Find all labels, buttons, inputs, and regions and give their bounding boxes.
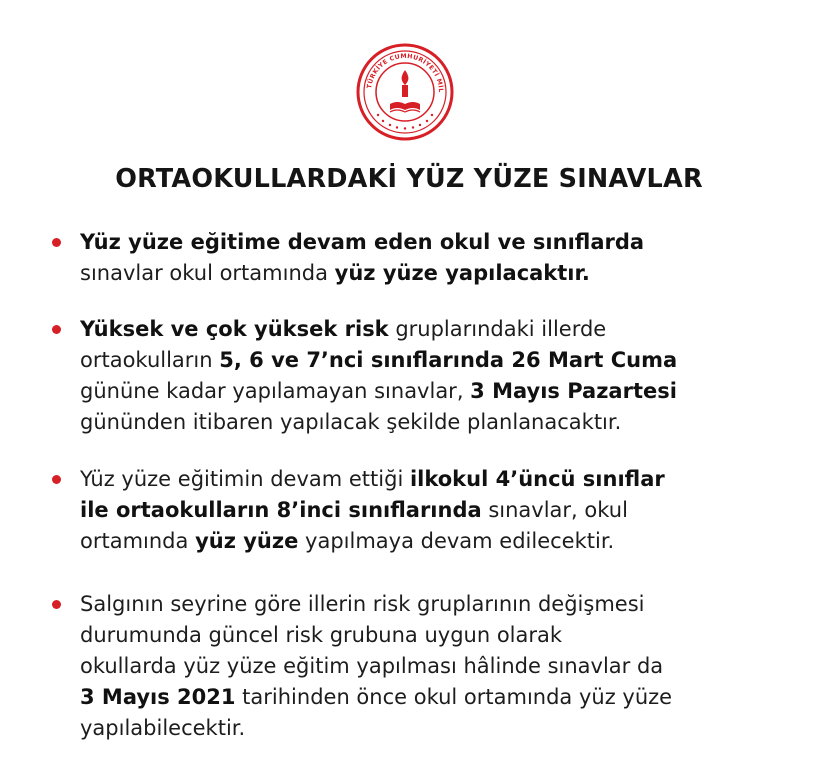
ministry-seal-logo <box>355 42 455 142</box>
bullet-dot <box>52 475 61 484</box>
list-item: Salgının seyrine göre illerin risk gruplarının değişmesi durumunda güncel risk grubuna uygun olarak okullarda yüz yüze eğitim yapılması hâlinde sınavlar da 3 Mayıs 2021 tarihinden önce okul ortamında yüz yüze yapılabilecektir. <box>80 592 673 740</box>
bullet-dot <box>52 238 61 247</box>
list-item: Yüz yüze eğitime devam eden okul ve sınıflarda sınavlar okul ortamında yüz yüze yapılacaktır. <box>80 230 645 285</box>
svg-text:TÜRKİYE CUMHURİYETİ MİLLÎ EĞİT: TÜRKİYE CUMHURİYETİ MİL <box>366 52 445 93</box>
bullet-dot <box>52 600 61 609</box>
page-title: ORTAOKULLARDAKİ YÜZ YÜZE SINAVLAR <box>115 164 703 194</box>
bullet-dot <box>52 325 61 334</box>
list-item: Yüz yüze eğitimin devam ettiği ilkokul 4’üncü sınıflar ile ortaokulların 8’inci sınıflarında sınavlar, okul ortamında yüz yüze yapılmaya devam edilecektir. <box>80 467 665 553</box>
list-item: Yüksek ve çok yüksek risk gruplarındaki illerde ortaokulların 5, 6 ve 7’nci sınıflarında 26 Mart Cuma gününe kadar yapılamayan sınavlar, 3 Mayıs Pazartesi gününden itibaren yapılacak şekilde planlanacaktır. <box>80 317 678 434</box>
